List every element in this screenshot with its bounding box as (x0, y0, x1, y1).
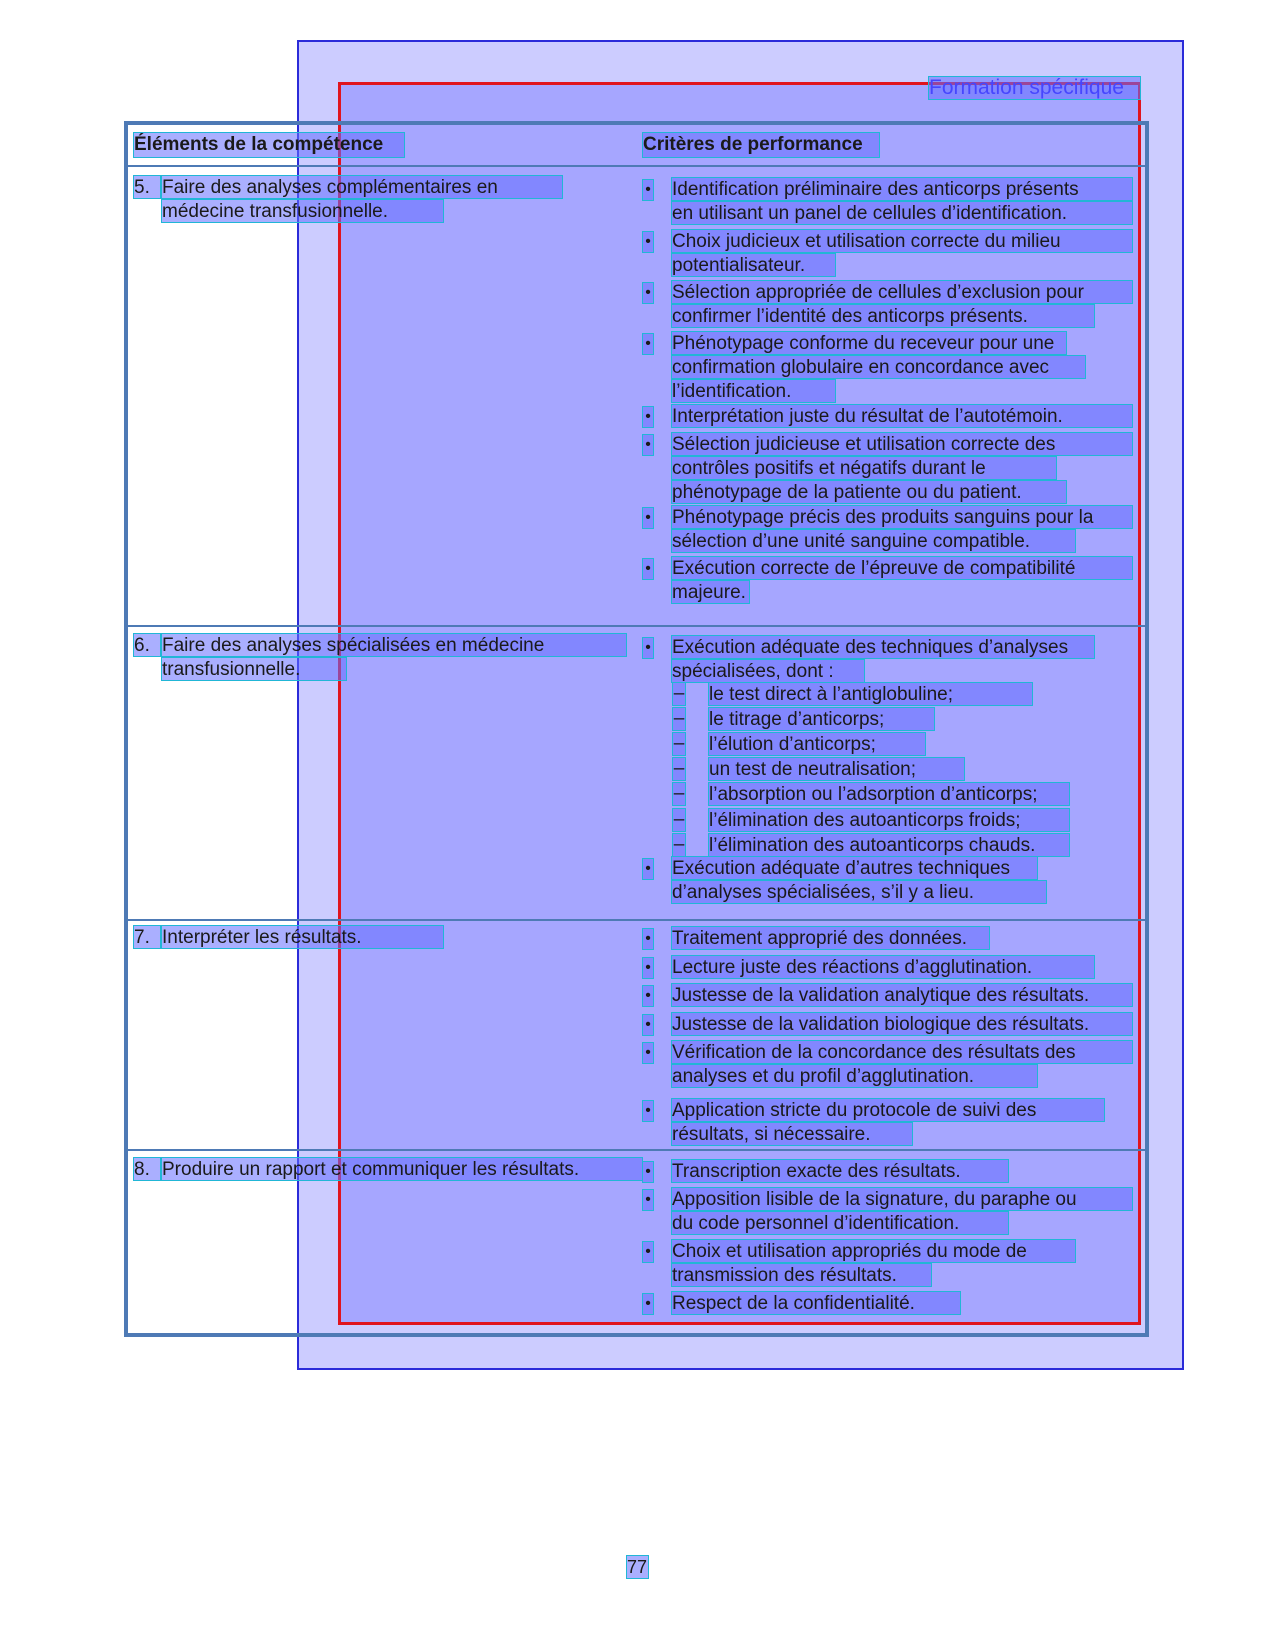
bullet-icon: • (643, 1015, 653, 1035)
criterion-text: contrôles positifs et négatifs durant le (672, 457, 1056, 479)
criterion-text: analyses et du profil d’agglutination. (672, 1065, 1037, 1087)
page-number: 77 (627, 1557, 648, 1577)
bullet-icon: • (643, 559, 653, 579)
bullet-icon: • (643, 334, 653, 354)
criterion-text: Respect de la confidentialité. (672, 1292, 960, 1314)
criterion-text: Phénotypage conforme du receveur pour une (672, 332, 1066, 354)
subcriterion-text: le titrage d’anticorps; (709, 708, 934, 730)
criterion-text: phénotypage de la patiente ou du patient. (672, 481, 1066, 503)
criterion-text: en utilisant un panel de cellules d’identification. (672, 202, 1132, 224)
dash-icon: – (673, 783, 685, 804)
criterion-text: Traitement approprié des données. (672, 927, 989, 949)
criterion-text: Sélection appropriée de cellules d’exclusion pour (672, 281, 1132, 303)
criterion-text: Lecture juste des réactions d’agglutination. (672, 956, 1094, 978)
bullet-icon: • (643, 958, 653, 978)
bullet-icon: • (643, 1242, 653, 1262)
subcriterion-text: l’élimination des autoanticorps chauds. (709, 834, 1069, 856)
subcriterion-text: l’élimination des autoanticorps froids; (709, 809, 1069, 831)
column-header-criteria: Critères de performance (643, 133, 879, 157)
bullet-icon: • (643, 986, 653, 1006)
header-title: Formation spécifique (929, 77, 1140, 99)
criterion-text: potentialisateur. (672, 254, 835, 276)
criterion-text: du code personnel d’identification. (672, 1212, 1008, 1234)
element-text: Faire des analyses complémentaires en (162, 176, 562, 198)
bullet-icon: • (643, 859, 653, 879)
bullet-icon: • (643, 508, 653, 528)
criterion-text: Vérification de la concordance des résultats des (672, 1041, 1132, 1063)
criterion-text: d’analyses spécialisées, s’il y a lieu. (672, 881, 1046, 903)
dash-icon: – (673, 683, 685, 704)
element-text: Interpréter les résultats. (162, 926, 443, 948)
dash-icon: – (673, 708, 685, 729)
criterion-text: Identification préliminaire des anticorps présents (672, 178, 1132, 200)
row-divider (124, 1149, 1149, 1151)
dash-icon: – (673, 834, 685, 855)
subcriterion-text: l’absorption ou l’adsorption d’anticorps; (709, 783, 1069, 805)
criterion-text: Phénotypage précis des produits sanguins pour la (672, 506, 1132, 528)
row-divider (124, 625, 1149, 627)
criterion-text: confirmation globulaire en concordance avec (672, 356, 1085, 378)
criterion-text: résultats, si nécessaire. (672, 1123, 912, 1145)
criterion-text: Exécution adéquate d’autres techniques (672, 857, 1037, 879)
bullet-icon: • (643, 1190, 653, 1210)
bullet-icon: • (643, 929, 653, 949)
criterion-text: Choix et utilisation appropriés du mode de (672, 1240, 1075, 1262)
bullet-icon: • (643, 1043, 653, 1063)
dash-icon: – (673, 733, 685, 754)
criterion-text: spécialisées, dont : (672, 660, 864, 682)
table-header-divider (124, 165, 1149, 167)
criterion-text: Exécution adéquate des techniques d’analyses (672, 636, 1094, 658)
dash-icon: – (673, 809, 685, 830)
subcriterion-text: un test de neutralisation; (709, 758, 964, 780)
element-number: 6. (134, 634, 160, 656)
criterion-text: Justesse de la validation biologique des résultats. (672, 1013, 1132, 1035)
bullet-icon: • (643, 283, 653, 303)
criterion-text: Sélection judicieuse et utilisation correcte des (672, 433, 1132, 455)
bullet-icon: • (643, 1101, 653, 1121)
element-text: transfusionnelle. (162, 658, 346, 680)
criterion-text: Interprétation juste du résultat de l’autotémoin. (672, 405, 1132, 427)
criterion-text: Application stricte du protocole de suivi des (672, 1099, 1104, 1121)
column-header-elements: Éléments de la compétence (134, 133, 404, 157)
criterion-text: Choix judicieux et utilisation correcte du milieu (672, 230, 1132, 252)
bullet-icon: • (643, 1294, 653, 1314)
element-number: 5. (134, 176, 160, 198)
criterion-text: sélection d’une unité sanguine compatible. (672, 530, 1075, 552)
element-text: Produire un rapport et communiquer les résultats. (162, 1158, 642, 1180)
criterion-text: Justesse de la validation analytique des résultats. (672, 984, 1132, 1006)
element-text: médecine transfusionnelle. (162, 200, 443, 222)
criterion-text: Apposition lisible de la signature, du paraphe ou (672, 1188, 1132, 1210)
row-divider (124, 919, 1149, 921)
subcriterion-text: l’élution d’anticorps; (709, 733, 925, 755)
competence-table (124, 121, 1149, 1337)
bullet-icon: • (643, 638, 653, 658)
bullet-icon: • (643, 1162, 653, 1182)
bullet-icon: • (643, 407, 653, 427)
criterion-text: l’identification. (672, 380, 835, 402)
bullet-icon: • (643, 232, 653, 252)
element-number: 7. (134, 926, 160, 948)
bullet-icon: • (643, 435, 653, 455)
criterion-text: transmission des résultats. (672, 1264, 931, 1286)
criterion-text: Transcription exacte des résultats. (672, 1160, 1008, 1182)
criterion-text: Exécution correcte de l’épreuve de compatibilité (672, 557, 1132, 579)
bullet-icon: • (643, 180, 653, 200)
element-number: 8. (134, 1158, 160, 1180)
criterion-text: confirmer l’identité des anticorps présents. (672, 305, 1094, 327)
subcriterion-text: le test direct à l’antiglobuline; (709, 683, 1032, 705)
criterion-text: majeure. (672, 581, 749, 603)
element-text: Faire des analyses spécialisées en médecine (162, 634, 626, 656)
dash-icon: – (673, 758, 685, 779)
